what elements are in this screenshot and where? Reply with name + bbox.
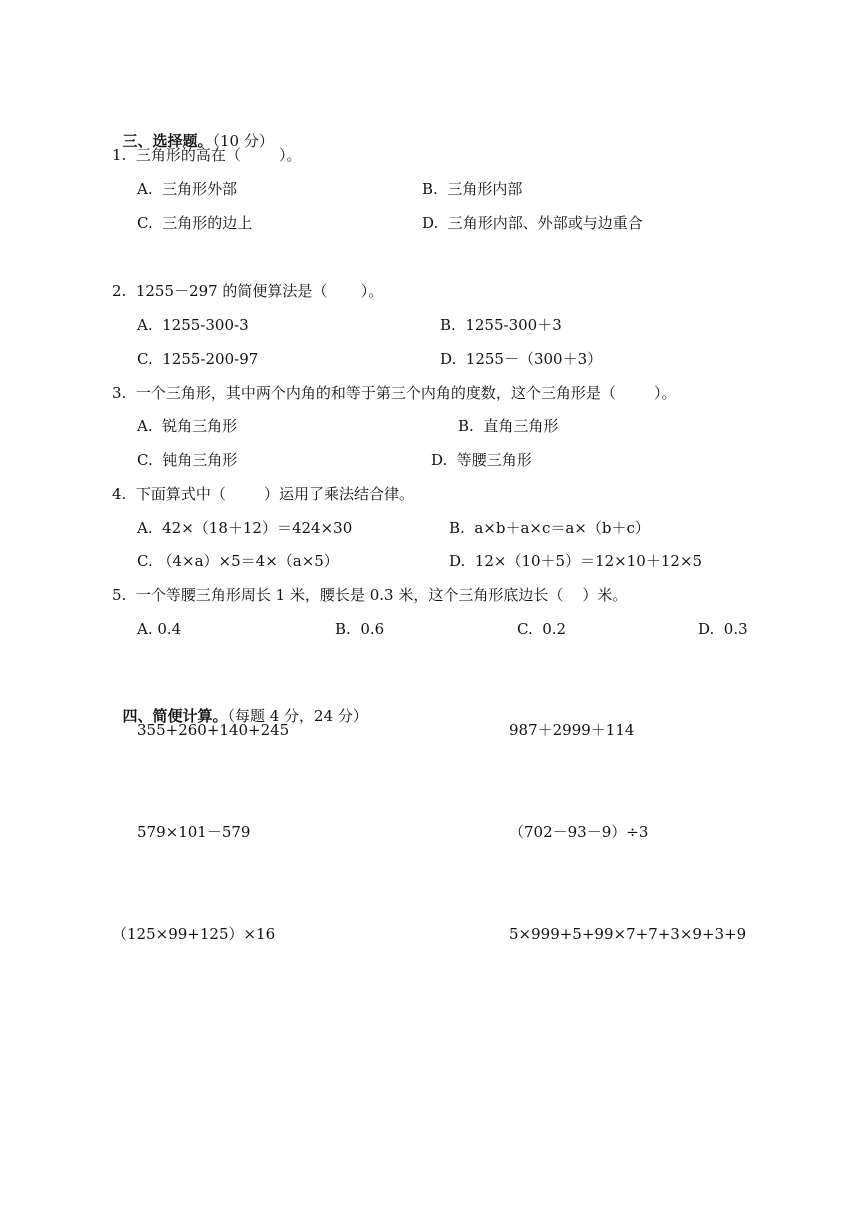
calc-problem-1: 355+260+140+245 <box>137 721 290 739</box>
section-4-title: 四、简便计算。 <box>122 707 228 725</box>
question-1-stem: 1. 三角形的高在（ ）。 <box>112 146 302 164</box>
question-2-option-b: B. 1255-300＋3 <box>440 316 562 334</box>
question-4-stem: 4. 下面算式中（ ）运用了乘法结合律。 <box>112 485 414 503</box>
question-3-option-d: D. 等腰三角形 <box>431 451 532 469</box>
question-2-stem: 2. 1255－297 的简便算法是（ ）。 <box>112 282 384 300</box>
question-2-option-d: D. 1255－（300＋3） <box>440 350 603 368</box>
question-1-option-c: C. 三角形的边上 <box>137 214 253 232</box>
calc-problem-2: 987＋2999＋114 <box>509 721 635 739</box>
question-3-option-b: B. 直角三角形 <box>458 417 559 435</box>
section-3-score-note: （10 分） <box>212 132 274 150</box>
question-3-option-c: C. 钝角三角形 <box>137 451 238 469</box>
calc-problem-4: （702－93－9）÷3 <box>509 823 649 841</box>
section-4-score-note: （每题 4 分，24 分） <box>227 707 368 725</box>
question-5-stem: 5. 一个等腰三角形周长 1 米，腰长是 0.3 米，这个三角形底边长（ ）米。 <box>112 586 628 604</box>
calc-problem-3: 579×101－579 <box>137 823 251 841</box>
question-4-option-c: C. （4×a）×5＝4×（a×5） <box>137 552 339 570</box>
question-4-option-b: B. a×b＋a×c＝a×（b＋c） <box>449 519 650 537</box>
question-5-option-d: D. 0.3 <box>698 620 748 638</box>
question-1-option-d: D. 三角形内部、外部或与边重合 <box>422 214 643 232</box>
question-2-option-c: C. 1255-200-97 <box>137 350 259 368</box>
question-5-option-a: A. 0.4 <box>137 620 182 638</box>
section-3-title: 三、选择题。 <box>122 132 213 150</box>
question-1-option-a: A. 三角形外部 <box>137 180 238 198</box>
question-5-option-b: B. 0.6 <box>335 620 385 638</box>
question-4-option-d: D. 12×（10＋5）＝12×10＋12×5 <box>449 552 703 570</box>
calc-problem-5: （125×99+125）×16 <box>112 925 276 943</box>
question-3-option-a: A. 锐角三角形 <box>137 417 238 435</box>
question-3-stem: 3. 一个三角形，其中两个内角的和等于第三个内角的度数，这个三角形是（ ）。 <box>112 384 677 402</box>
calc-problem-6: 5×999+5+99×7+7+3×9+3+9 <box>509 925 747 943</box>
question-4-option-a: A. 42×（18＋12）＝424×30 <box>137 519 353 537</box>
question-5-option-c: C. 0.2 <box>517 620 567 638</box>
question-1-option-b: B. 三角形内部 <box>422 180 523 198</box>
question-2-option-a: A. 1255-300-3 <box>137 316 249 334</box>
